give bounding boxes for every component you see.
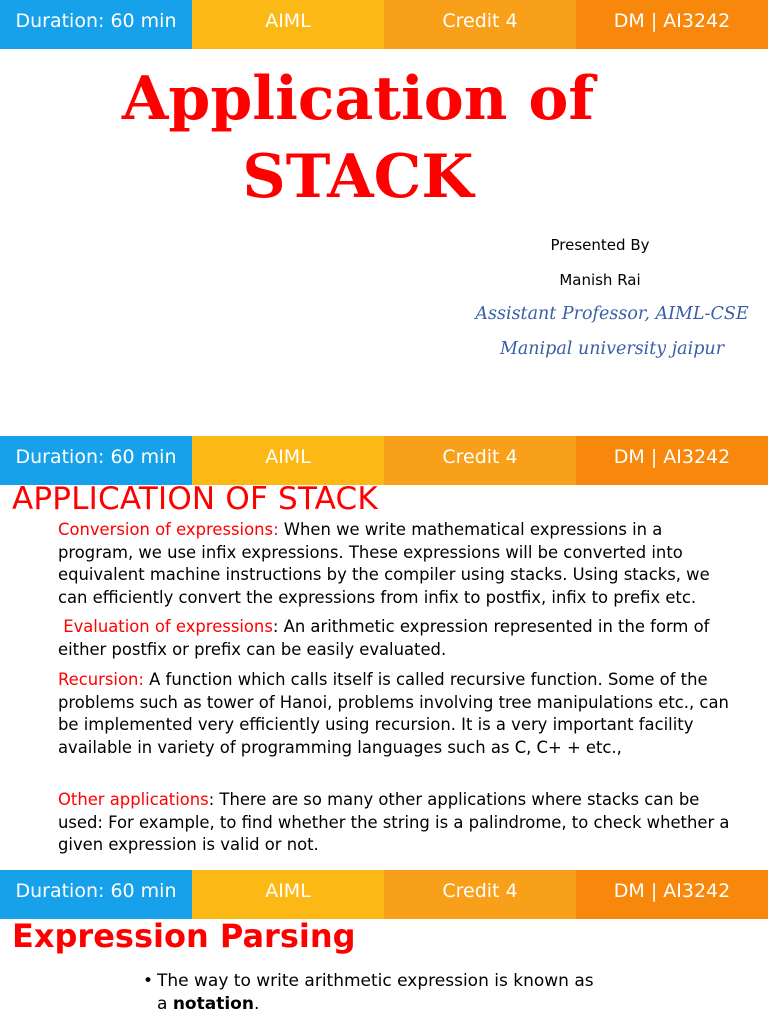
bullet-text-prefix: a (157, 994, 173, 1014)
credit-cell: Credit 4 (384, 870, 576, 919)
application-text: A function which calls itself is called recursive function. Some of the problems such as tower of Hanoi, problems involving tree manipulations etc., can be implemented very efficiently using recursion. It is a very important facility available in variety of programming languages such as C, C+ + etc., (58, 670, 729, 757)
application-text: : There are so many other applications where stacks can be used: For example, to find whether the string is a palindrome, to check whether a given expression is valid or not. (58, 790, 730, 854)
duration-cell: Duration: 60 min (0, 436, 192, 485)
application-item (58, 669, 738, 759)
bullet-bold-term: notation (172, 994, 254, 1014)
credit-cell: Credit 4 (384, 436, 576, 485)
program-cell: AIML (192, 436, 384, 485)
application-term: Evaluation of expressions (58, 617, 273, 636)
application-term: Recursion: (58, 670, 144, 689)
presenter-name: Manish Rai (559, 271, 641, 289)
bullet-text-line1: The way to write arithmetic expression is known as (157, 971, 594, 991)
title-line-1: Application of (121, 64, 595, 134)
presented-by-label: Presented By (550, 236, 650, 254)
header-bar (0, 436, 768, 485)
application-item (58, 616, 738, 661)
application-item (58, 519, 738, 609)
course-cell: DM | AI3242 (576, 870, 768, 919)
bullet-text-end: . (253, 994, 260, 1014)
application-term: Other applications (58, 790, 209, 809)
presenter-designation: Assistant Professor, AIML-CSE (475, 304, 749, 324)
duration-cell: Duration: 60 min (0, 0, 192, 49)
credit-cell: Credit 4 (384, 0, 576, 49)
slide-title (0, 60, 716, 216)
application-text: : An arithmetic expression represented in the form of either postfix or prefix can be easily evaluated. (58, 617, 710, 659)
slide-heading: APPLICATION OF STACK (12, 481, 378, 517)
course-cell: DM | AI3242 (576, 436, 768, 485)
title-line-2: STACK (242, 142, 474, 212)
expression-parsing-slide (0, 870, 768, 1024)
application-item (58, 789, 738, 857)
program-cell: AIML (192, 0, 384, 49)
slide-heading: Expression Parsing (12, 917, 356, 955)
course-cell: DM | AI3242 (576, 0, 768, 49)
application-term: Conversion of expressions: (58, 520, 279, 539)
header-bar (0, 0, 768, 49)
header-bar (0, 870, 768, 919)
duration-cell: Duration: 60 min (0, 870, 192, 919)
title-slide (0, 0, 768, 436)
application-text: When we write mathematical expressions in a program, we use infix expressions. These expressions will be converted into equivalent machine instructions by the compiler using stacks. Using stacks, we can efficiently convert the expressions from infix to postfix, infix to prefix etc. (58, 520, 710, 607)
bullet-dot: • (143, 971, 154, 991)
presenter-university: Manipal university jaipur (499, 339, 725, 359)
program-cell: AIML (192, 870, 384, 919)
bullet-item (143, 970, 643, 1016)
applications-slide (0, 436, 768, 870)
